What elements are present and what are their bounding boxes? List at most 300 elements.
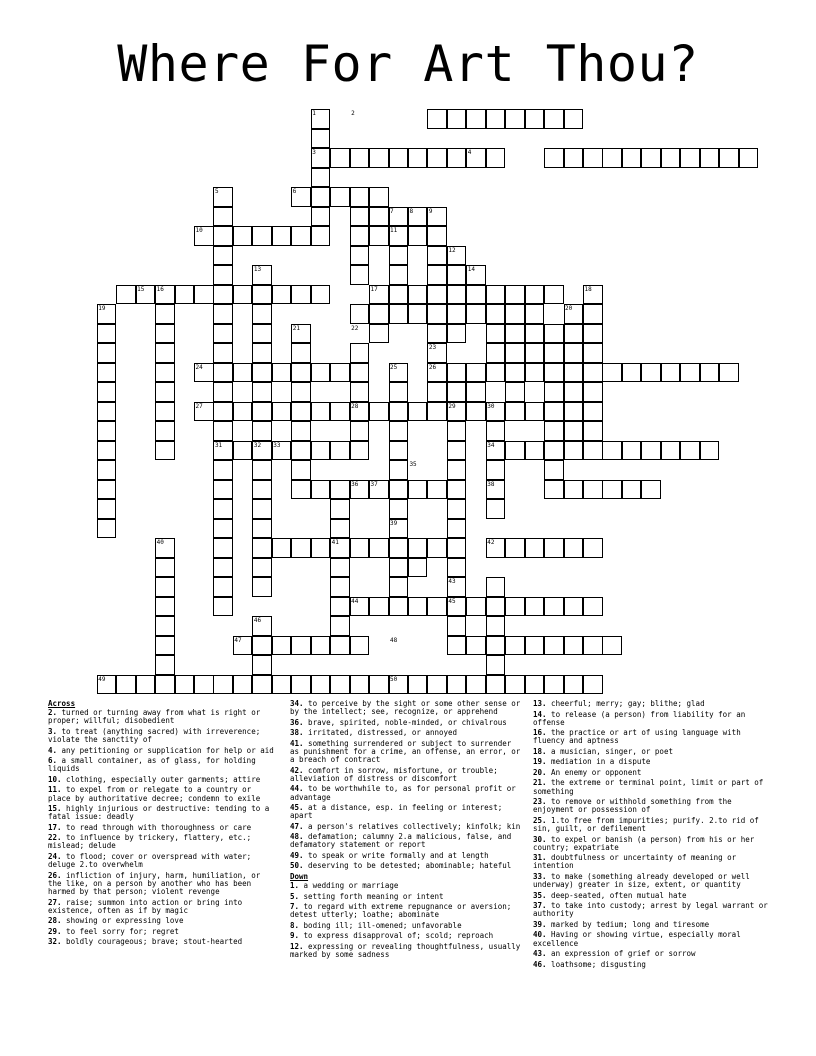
grid-cell[interactable]: [97, 324, 117, 344]
grid-cell[interactable]: [291, 226, 311, 246]
grid-cell[interactable]: [252, 577, 272, 597]
grid-cell[interactable]: [564, 363, 584, 383]
grid-cell[interactable]: [447, 441, 467, 461]
grid-cell[interactable]: [661, 363, 681, 383]
grid-cell[interactable]: [583, 675, 603, 695]
grid-cell[interactable]: [408, 304, 428, 324]
grid-cell[interactable]: [213, 538, 233, 558]
grid-cell[interactable]: [564, 343, 584, 363]
grid-cell[interactable]: [272, 675, 292, 695]
grid-cell[interactable]: [252, 343, 272, 363]
grid-cell[interactable]: [427, 148, 447, 168]
grid-cell[interactable]: [602, 148, 622, 168]
grid-cell[interactable]: [213, 226, 233, 246]
grid-cell[interactable]: [486, 304, 506, 324]
grid-cell[interactable]: [466, 363, 486, 383]
grid-cell[interactable]: [525, 109, 545, 129]
grid-cell[interactable]: [213, 246, 233, 266]
grid-cell[interactable]: [350, 421, 370, 441]
grid-cell[interactable]: [389, 499, 409, 519]
grid-cell[interactable]: [252, 402, 272, 422]
grid-cell[interactable]: [680, 148, 700, 168]
grid-cell[interactable]: [505, 538, 525, 558]
grid-cell[interactable]: [408, 538, 428, 558]
grid-cell[interactable]: [311, 168, 331, 188]
grid-cell[interactable]: [330, 636, 350, 656]
grid-cell[interactable]: [719, 363, 739, 383]
grid-cell[interactable]: [350, 148, 370, 168]
grid-cell[interactable]: [525, 363, 545, 383]
grid-cell[interactable]: [525, 675, 545, 695]
grid-cell[interactable]: [583, 636, 603, 656]
grid-cell[interactable]: [291, 285, 311, 305]
grid-cell[interactable]: [525, 304, 545, 324]
grid-cell[interactable]: [525, 538, 545, 558]
grid-cell[interactable]: [700, 363, 720, 383]
grid-cell[interactable]: [544, 109, 564, 129]
grid-cell[interactable]: [350, 187, 370, 207]
grid-cell[interactable]: [408, 597, 428, 617]
grid-cell[interactable]: [427, 304, 447, 324]
grid-cell[interactable]: [486, 421, 506, 441]
grid-cell[interactable]: [486, 324, 506, 344]
grid-cell[interactable]: [661, 441, 681, 461]
grid-cell[interactable]: [427, 382, 447, 402]
grid-cell[interactable]: [155, 324, 175, 344]
grid-cell[interactable]: [311, 129, 331, 149]
grid-cell[interactable]: [447, 636, 467, 656]
grid-cell[interactable]: [525, 441, 545, 461]
grid-cell[interactable]: [505, 109, 525, 129]
grid-cell[interactable]: [389, 577, 409, 597]
grid-cell[interactable]: [505, 324, 525, 344]
grid-cell[interactable]: [427, 480, 447, 500]
grid-cell[interactable]: [291, 363, 311, 383]
grid-cell[interactable]: [291, 343, 311, 363]
grid-cell[interactable]: [369, 538, 389, 558]
grid-cell[interactable]: [389, 402, 409, 422]
grid-cell[interactable]: [233, 675, 253, 695]
grid-cell[interactable]: [252, 675, 272, 695]
grid-cell[interactable]: [369, 187, 389, 207]
grid-cell[interactable]: [330, 597, 350, 617]
grid-cell[interactable]: [233, 226, 253, 246]
grid-cell[interactable]: [680, 363, 700, 383]
grid-cell[interactable]: [311, 363, 331, 383]
grid-cell[interactable]: [389, 304, 409, 324]
grid-cell[interactable]: [155, 597, 175, 617]
grid-cell[interactable]: [252, 324, 272, 344]
grid-cell[interactable]: [155, 402, 175, 422]
grid-cell[interactable]: [330, 441, 350, 461]
grid-cell[interactable]: [350, 265, 370, 285]
grid-cell[interactable]: [583, 148, 603, 168]
grid-cell[interactable]: [564, 109, 584, 129]
grid-cell[interactable]: [583, 480, 603, 500]
grid-cell[interactable]: [194, 285, 214, 305]
grid-cell[interactable]: [272, 285, 292, 305]
grid-cell[interactable]: [97, 441, 117, 461]
grid-cell[interactable]: [97, 460, 117, 480]
grid-cell[interactable]: [466, 285, 486, 305]
grid-cell[interactable]: [252, 538, 272, 558]
grid-cell[interactable]: [213, 480, 233, 500]
grid-cell[interactable]: [447, 265, 467, 285]
grid-cell[interactable]: [700, 148, 720, 168]
grid-cell[interactable]: [544, 460, 564, 480]
grid-cell[interactable]: [505, 343, 525, 363]
grid-cell[interactable]: [622, 363, 642, 383]
grid-cell[interactable]: [525, 597, 545, 617]
grid-cell[interactable]: [583, 304, 603, 324]
grid-cell[interactable]: [544, 441, 564, 461]
grid-cell[interactable]: [389, 421, 409, 441]
grid-cell[interactable]: [525, 324, 545, 344]
grid-cell[interactable]: [564, 636, 584, 656]
grid-cell[interactable]: [389, 558, 409, 578]
grid-cell[interactable]: [311, 538, 331, 558]
grid-cell[interactable]: [505, 402, 525, 422]
grid-cell[interactable]: [311, 675, 331, 695]
grid-cell[interactable]: [447, 421, 467, 441]
grid-cell[interactable]: [330, 675, 350, 695]
grid-cell[interactable]: [252, 421, 272, 441]
grid-cell[interactable]: [213, 499, 233, 519]
grid-cell[interactable]: [602, 363, 622, 383]
grid-cell[interactable]: [447, 460, 467, 480]
grid-cell[interactable]: [447, 616, 467, 636]
grid-cell[interactable]: [583, 343, 603, 363]
grid-cell[interactable]: [213, 324, 233, 344]
grid-cell[interactable]: [544, 343, 564, 363]
grid-cell[interactable]: [525, 636, 545, 656]
grid-cell[interactable]: [583, 597, 603, 617]
grid-cell[interactable]: [486, 343, 506, 363]
grid-cell[interactable]: [427, 226, 447, 246]
grid-cell[interactable]: [97, 421, 117, 441]
grid-cell[interactable]: [116, 675, 136, 695]
grid-cell[interactable]: [389, 246, 409, 266]
grid-cell[interactable]: [155, 558, 175, 578]
grid-cell[interactable]: [272, 226, 292, 246]
grid-cell[interactable]: [447, 499, 467, 519]
grid-cell[interactable]: [602, 636, 622, 656]
grid-cell[interactable]: [408, 148, 428, 168]
grid-cell[interactable]: [330, 402, 350, 422]
grid-cell[interactable]: [447, 675, 467, 695]
grid-cell[interactable]: [622, 480, 642, 500]
grid-cell[interactable]: [486, 363, 506, 383]
grid-cell[interactable]: [719, 148, 739, 168]
grid-cell[interactable]: [97, 519, 117, 539]
grid-cell[interactable]: [427, 402, 447, 422]
grid-cell[interactable]: [505, 636, 525, 656]
grid-cell[interactable]: [350, 382, 370, 402]
grid-cell[interactable]: [233, 402, 253, 422]
grid-cell[interactable]: [213, 577, 233, 597]
grid-cell[interactable]: [466, 304, 486, 324]
grid-cell[interactable]: [486, 675, 506, 695]
grid-cell[interactable]: [311, 441, 331, 461]
grid-cell[interactable]: [369, 207, 389, 227]
grid-cell[interactable]: [291, 421, 311, 441]
grid-cell[interactable]: [252, 304, 272, 324]
grid-cell[interactable]: [427, 109, 447, 129]
grid-cell[interactable]: [213, 460, 233, 480]
grid-cell[interactable]: [564, 597, 584, 617]
grid-cell[interactable]: [97, 480, 117, 500]
grid-cell[interactable]: [602, 441, 622, 461]
grid-cell[interactable]: [427, 597, 447, 617]
grid-cell[interactable]: [564, 421, 584, 441]
grid-cell[interactable]: [622, 148, 642, 168]
grid-cell[interactable]: [505, 382, 525, 402]
grid-cell[interactable]: [486, 285, 506, 305]
grid-cell[interactable]: [583, 382, 603, 402]
grid-cell[interactable]: [544, 538, 564, 558]
grid-cell[interactable]: [369, 675, 389, 695]
grid-cell[interactable]: [213, 519, 233, 539]
grid-cell[interactable]: [564, 480, 584, 500]
grid-cell[interactable]: [583, 324, 603, 344]
grid-cell[interactable]: [97, 343, 117, 363]
grid-cell[interactable]: [389, 538, 409, 558]
grid-cell[interactable]: [427, 324, 447, 344]
grid-cell[interactable]: [466, 402, 486, 422]
grid-cell[interactable]: [350, 304, 370, 324]
grid-cell[interactable]: [486, 577, 506, 597]
grid-cell[interactable]: [408, 480, 428, 500]
grid-cell[interactable]: [252, 382, 272, 402]
grid-cell[interactable]: [544, 636, 564, 656]
grid-cell[interactable]: [564, 324, 584, 344]
grid-cell[interactable]: [350, 343, 370, 363]
grid-cell[interactable]: [97, 363, 117, 383]
grid-cell[interactable]: [466, 597, 486, 617]
grid-cell[interactable]: [233, 441, 253, 461]
grid-cell[interactable]: [175, 675, 195, 695]
grid-cell[interactable]: [486, 616, 506, 636]
grid-cell[interactable]: [564, 675, 584, 695]
grid-cell[interactable]: [505, 285, 525, 305]
grid-cell[interactable]: [505, 304, 525, 324]
grid-cell[interactable]: [564, 538, 584, 558]
grid-cell[interactable]: [252, 655, 272, 675]
grid-cell[interactable]: [602, 480, 622, 500]
grid-cell[interactable]: [505, 675, 525, 695]
grid-cell[interactable]: [311, 285, 331, 305]
grid-cell[interactable]: [447, 538, 467, 558]
grid-cell[interactable]: [389, 460, 409, 480]
grid-cell[interactable]: [233, 363, 253, 383]
grid-cell[interactable]: [447, 480, 467, 500]
grid-cell[interactable]: [233, 285, 253, 305]
grid-cell[interactable]: [466, 636, 486, 656]
grid-cell[interactable]: [97, 402, 117, 422]
grid-cell[interactable]: [155, 441, 175, 461]
grid-cell[interactable]: [641, 363, 661, 383]
grid-cell[interactable]: [252, 285, 272, 305]
grid-cell[interactable]: [155, 616, 175, 636]
grid-cell[interactable]: [447, 109, 467, 129]
grid-cell[interactable]: [583, 421, 603, 441]
grid-cell[interactable]: [466, 382, 486, 402]
grid-cell[interactable]: [330, 558, 350, 578]
grid-cell[interactable]: [641, 148, 661, 168]
grid-cell[interactable]: [155, 577, 175, 597]
grid-cell[interactable]: [505, 441, 525, 461]
grid-cell[interactable]: [350, 207, 370, 227]
grid-cell[interactable]: [194, 675, 214, 695]
grid-cell[interactable]: [97, 499, 117, 519]
grid-cell[interactable]: [544, 324, 564, 344]
grid-cell[interactable]: [311, 207, 331, 227]
grid-cell[interactable]: [525, 285, 545, 305]
grid-cell[interactable]: [213, 597, 233, 617]
grid-cell[interactable]: [330, 187, 350, 207]
grid-cell[interactable]: [213, 675, 233, 695]
grid-cell[interactable]: [408, 675, 428, 695]
grid-cell[interactable]: [427, 538, 447, 558]
grid-cell[interactable]: [155, 655, 175, 675]
grid-cell[interactable]: [564, 402, 584, 422]
grid-cell[interactable]: [311, 187, 331, 207]
grid-cell[interactable]: [389, 285, 409, 305]
grid-cell[interactable]: [97, 382, 117, 402]
grid-cell[interactable]: [155, 675, 175, 695]
grid-cell[interactable]: [408, 402, 428, 422]
grid-cell[interactable]: [350, 538, 370, 558]
grid-cell[interactable]: [291, 636, 311, 656]
grid-cell[interactable]: [350, 363, 370, 383]
grid-cell[interactable]: [252, 558, 272, 578]
grid-cell[interactable]: [369, 324, 389, 344]
grid-cell[interactable]: [389, 441, 409, 461]
grid-cell[interactable]: [408, 285, 428, 305]
grid-cell[interactable]: [389, 480, 409, 500]
grid-cell[interactable]: [252, 363, 272, 383]
grid-cell[interactable]: [213, 363, 233, 383]
grid-cell[interactable]: [136, 675, 156, 695]
grid-cell[interactable]: [486, 655, 506, 675]
grid-cell[interactable]: [486, 109, 506, 129]
grid-cell[interactable]: [330, 499, 350, 519]
grid-cell[interactable]: [291, 460, 311, 480]
grid-cell[interactable]: [408, 226, 428, 246]
grid-cell[interactable]: [252, 519, 272, 539]
grid-cell[interactable]: [544, 421, 564, 441]
grid-cell[interactable]: [330, 519, 350, 539]
grid-cell[interactable]: [544, 480, 564, 500]
grid-cell[interactable]: [369, 304, 389, 324]
grid-cell[interactable]: [311, 402, 331, 422]
grid-cell[interactable]: [272, 402, 292, 422]
grid-cell[interactable]: [291, 480, 311, 500]
grid-cell[interactable]: [447, 558, 467, 578]
grid-cell[interactable]: [739, 148, 759, 168]
grid-cell[interactable]: [466, 675, 486, 695]
grid-cell[interactable]: [486, 499, 506, 519]
grid-cell[interactable]: [330, 616, 350, 636]
grid-cell[interactable]: [427, 285, 447, 305]
grid-cell[interactable]: [291, 441, 311, 461]
grid-cell[interactable]: [389, 148, 409, 168]
grid-cell[interactable]: [213, 207, 233, 227]
grid-cell[interactable]: [427, 675, 447, 695]
grid-cell[interactable]: [544, 382, 564, 402]
grid-cell[interactable]: [544, 285, 564, 305]
grid-cell[interactable]: [564, 382, 584, 402]
grid-cell[interactable]: [447, 382, 467, 402]
grid-cell[interactable]: [680, 441, 700, 461]
grid-cell[interactable]: [583, 402, 603, 422]
grid-cell[interactable]: [583, 538, 603, 558]
grid-cell[interactable]: [447, 148, 467, 168]
grid-cell[interactable]: [272, 636, 292, 656]
grid-cell[interactable]: [311, 636, 331, 656]
grid-cell[interactable]: [486, 597, 506, 617]
grid-cell[interactable]: [252, 636, 272, 656]
grid-cell[interactable]: [466, 109, 486, 129]
grid-cell[interactable]: [350, 226, 370, 246]
grid-cell[interactable]: [544, 402, 564, 422]
grid-cell[interactable]: [350, 441, 370, 461]
grid-cell[interactable]: [447, 519, 467, 539]
grid-cell[interactable]: [350, 246, 370, 266]
grid-cell[interactable]: [213, 304, 233, 324]
grid-cell[interactable]: [525, 402, 545, 422]
grid-cell[interactable]: [155, 343, 175, 363]
grid-cell[interactable]: [544, 597, 564, 617]
grid-cell[interactable]: [389, 382, 409, 402]
grid-cell[interactable]: [252, 226, 272, 246]
grid-cell[interactable]: [213, 421, 233, 441]
grid-cell[interactable]: [505, 363, 525, 383]
grid-cell[interactable]: [544, 363, 564, 383]
grid-cell[interactable]: [213, 285, 233, 305]
grid-cell[interactable]: [427, 246, 447, 266]
grid-cell[interactable]: [583, 441, 603, 461]
grid-cell[interactable]: [116, 285, 136, 305]
grid-cell[interactable]: [330, 148, 350, 168]
grid-cell[interactable]: [272, 538, 292, 558]
grid-cell[interactable]: [427, 265, 447, 285]
grid-cell[interactable]: [350, 636, 370, 656]
grid-cell[interactable]: [330, 480, 350, 500]
grid-cell[interactable]: [252, 499, 272, 519]
grid-cell[interactable]: [311, 226, 331, 246]
grid-cell[interactable]: [447, 285, 467, 305]
grid-cell[interactable]: [544, 675, 564, 695]
grid-cell[interactable]: [564, 441, 584, 461]
grid-cell[interactable]: [525, 343, 545, 363]
grid-cell[interactable]: [213, 382, 233, 402]
grid-cell[interactable]: [622, 441, 642, 461]
grid-cell[interactable]: [486, 148, 506, 168]
grid-cell[interactable]: [175, 285, 195, 305]
grid-cell[interactable]: [155, 382, 175, 402]
grid-cell[interactable]: [213, 558, 233, 578]
grid-cell[interactable]: [661, 148, 681, 168]
grid-cell[interactable]: [155, 363, 175, 383]
grid-cell[interactable]: [505, 597, 525, 617]
grid-cell[interactable]: [155, 421, 175, 441]
grid-cell[interactable]: [700, 441, 720, 461]
grid-cell[interactable]: [447, 324, 467, 344]
grid-cell[interactable]: [408, 558, 428, 578]
grid-cell[interactable]: [641, 441, 661, 461]
grid-cell[interactable]: [155, 304, 175, 324]
